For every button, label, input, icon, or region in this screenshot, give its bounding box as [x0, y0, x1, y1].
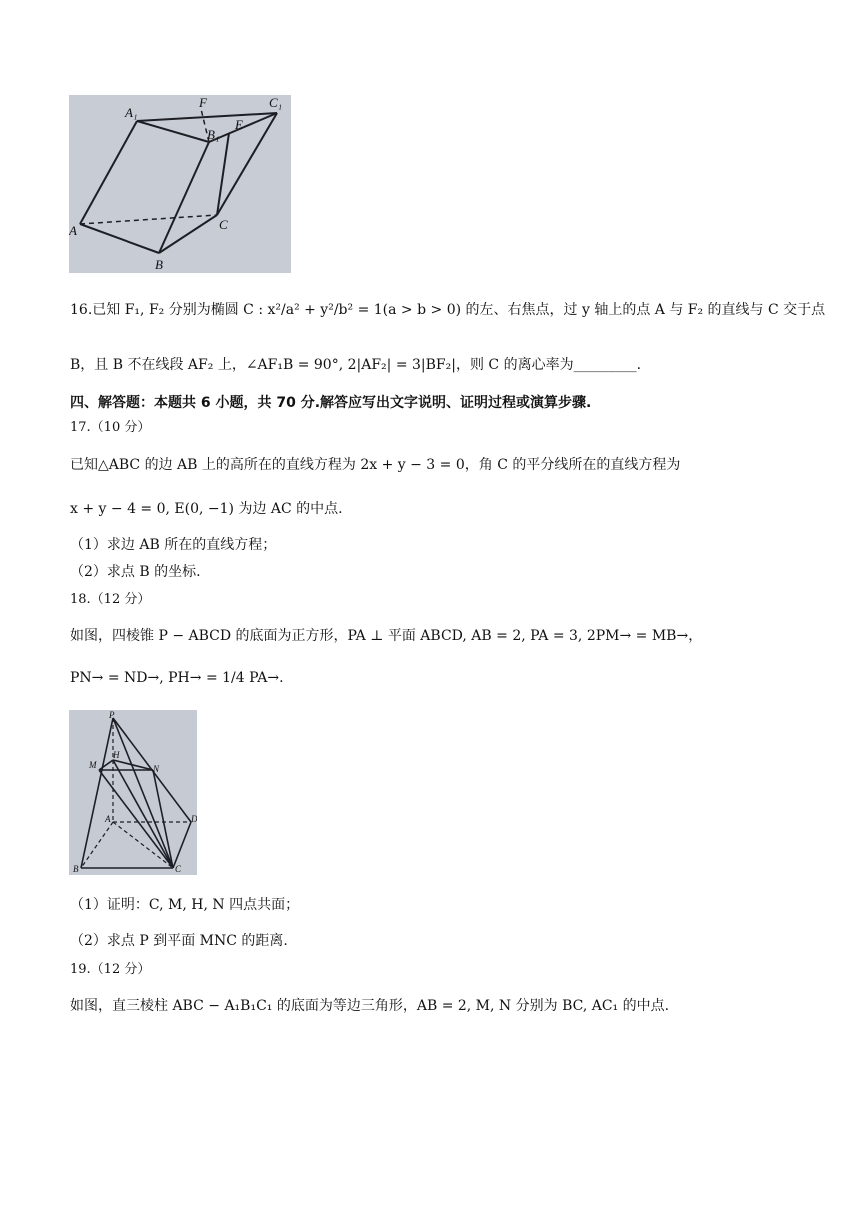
q19-line1: 如图，直三棱柱 ABC − A₁B₁C₁ 的底面为等边三角形，AB = 2, M, N 分别为 BC, AC₁ 的中点.: [70, 998, 670, 1014]
label-C-pyr: C: [175, 864, 182, 874]
label-D: D: [191, 814, 197, 824]
label-F: F: [199, 95, 207, 110]
q17-line1: 已知△ABC 的边 AB 上的高所在的直线方程为 2x + y − 3 = 0，角 C 的平分线所在的直线方程为: [70, 457, 681, 473]
label-A1: A₁: [125, 105, 138, 120]
q17-number: 17.（10 分）: [70, 420, 151, 435]
q16-line1: 16.已知 F₁, F₂ 分别为椭圆 C : x²/a² + y²/b² = 1(a > b > 0) 的左、右焦点，过 y 轴上的点 A 与 F₂ 的直线与 C 交于点: [70, 302, 826, 318]
q17-line2: x + y − 4 = 0, E(0, −1) 为边 AC 的中点.: [70, 501, 343, 517]
label-A-pyr: A: [105, 814, 111, 824]
label-A: A: [69, 223, 77, 238]
prism-figure: [69, 95, 291, 273]
q19-number: 19.（12 分）: [70, 962, 151, 977]
label-M: M: [89, 760, 97, 770]
q18-part1: （1）证明：C, M, H, N 四点共面；: [70, 897, 300, 913]
q16-line2: B，且 B 不在线段 AF₂ 上，∠AF₁B = 90°, 2|AF₂| = 3|BF₂|，则 C 的离心率为_________.: [70, 357, 642, 373]
q18-part2: （2）求点 P 到平面 MNC 的距离.: [70, 933, 288, 949]
label-C1: C₁: [269, 95, 283, 110]
q17-part1: （1）求边 AB 所在的直线方程；: [70, 537, 277, 553]
label-C: C: [219, 217, 228, 232]
label-P: P: [109, 710, 115, 720]
section-heading: 四、解答题：本题共 6 小题，共 70 分.解答应写出文字说明、证明过程或演算步骤.: [70, 395, 592, 411]
label-N: N: [153, 764, 160, 774]
label-B1: B₁: [207, 127, 220, 142]
q18-number: 18.（12 分）: [70, 592, 151, 607]
label-E: E: [235, 117, 243, 132]
pyramid-diagram: [69, 710, 197, 875]
q18-line1: 如图，四棱锥 P − ABCD 的底面为正方形，PA ⊥ 平面 ABCD, AB = 2, PA = 3, 2PM→ = MB→，: [70, 628, 703, 644]
q18-line2: PN→ = ND→, PH→ = 1/4 PA→.: [70, 670, 284, 686]
q17-part2: （2）求点 B 的坐标.: [70, 564, 201, 580]
label-B-pyr: B: [73, 864, 79, 874]
label-B: B: [155, 257, 163, 272]
pyramid-figure: [69, 710, 197, 875]
label-H: H: [113, 750, 120, 760]
prism-diagram: [69, 95, 291, 273]
